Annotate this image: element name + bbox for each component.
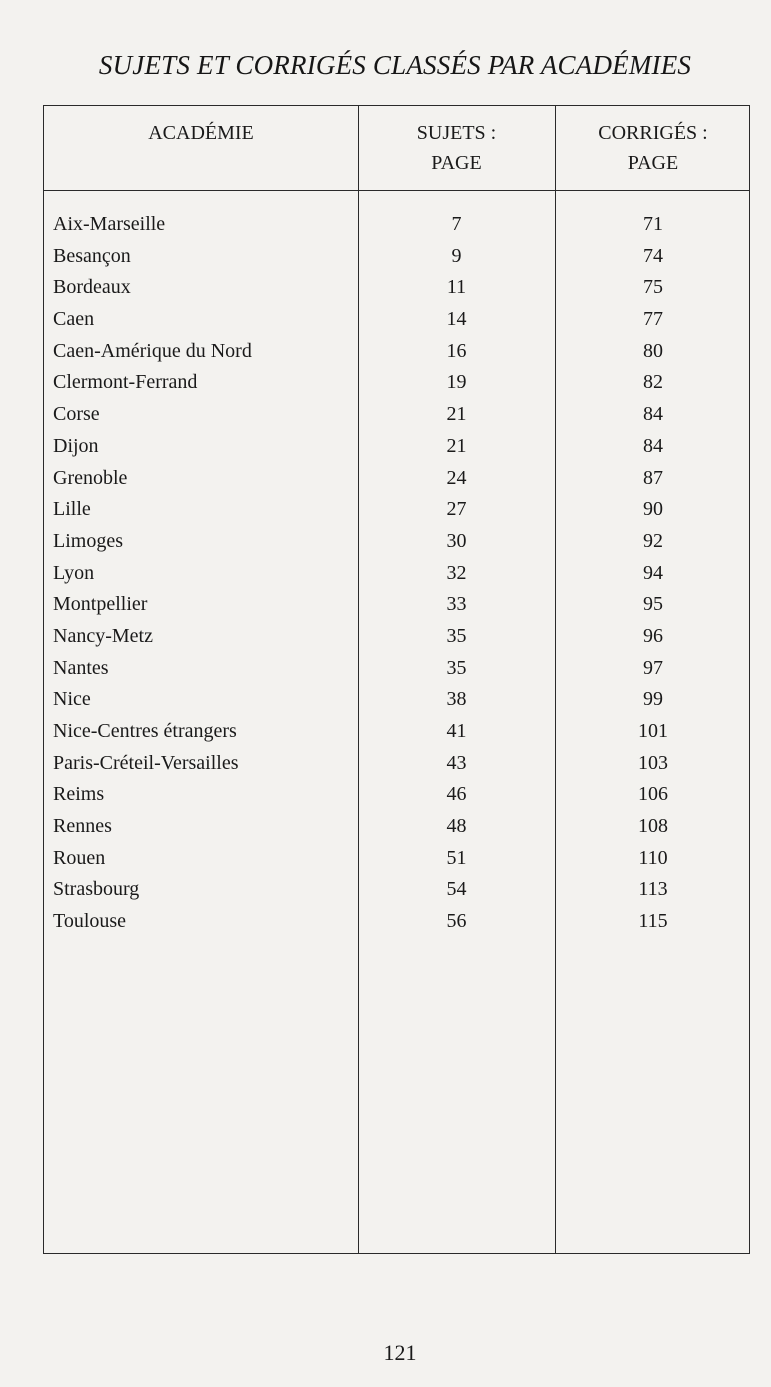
sujets-page-cell: 46 xyxy=(446,783,467,806)
table-row xyxy=(44,304,749,336)
academie-cell: Clermont-Ferrand xyxy=(53,371,198,394)
academie-cell: Besançon xyxy=(53,244,131,267)
corriges-page-cell: 75 xyxy=(643,276,663,299)
header-sujets-line1: SUJETS : xyxy=(416,122,497,144)
table-row xyxy=(44,843,749,875)
sujets-page-cell: 11 xyxy=(446,276,467,299)
academie-cell: Rouen xyxy=(53,846,106,869)
academie-cell: Nancy-Metz xyxy=(53,624,153,647)
academie-cell: Strasbourg xyxy=(53,878,140,901)
corriges-page-cell: 92 xyxy=(643,529,663,552)
corriges-page-cell: 84 xyxy=(643,403,663,426)
corriges-page-cell: 94 xyxy=(643,561,663,584)
corriges-page-cell: 87 xyxy=(643,466,663,489)
sujets-page-cell: 51 xyxy=(446,846,467,869)
header-sujets-line2: PAGE xyxy=(431,152,482,174)
table-row xyxy=(44,494,749,526)
header-corriges-line1: CORRIGÉS : xyxy=(598,122,708,144)
table-row xyxy=(44,272,749,304)
sujets-page-cell: 21 xyxy=(446,403,467,426)
corriges-page-cell: 97 xyxy=(643,656,663,679)
sujets-page-cell: 54 xyxy=(446,878,467,901)
table-row xyxy=(44,874,749,906)
academie-cell: Nice-Centres étrangers xyxy=(53,720,237,742)
academie-cell: Lyon xyxy=(53,561,95,584)
sujets-page-cell: 16 xyxy=(446,339,467,362)
sujets-page-cell: 48 xyxy=(446,815,467,838)
sujets-page-cell: 14 xyxy=(446,308,467,331)
table-row xyxy=(44,589,749,621)
corriges-page-cell: 101 xyxy=(638,720,668,742)
academie-cell: Reims xyxy=(53,783,105,806)
academies-table xyxy=(43,105,750,1254)
corriges-page-cell: 108 xyxy=(638,815,668,838)
corriges-page-cell: 95 xyxy=(643,593,663,616)
page-title: SUJETS ET CORRIGÉS CLASSÉS PAR ACADÉMIES xyxy=(98,50,692,80)
table-row xyxy=(44,653,749,685)
corriges-page-cell: 82 xyxy=(643,371,663,394)
academie-cell: Lille xyxy=(53,498,91,521)
corriges-page-cell: 103 xyxy=(638,751,668,774)
header-corriges xyxy=(555,118,751,178)
corriges-page-cell: 84 xyxy=(643,434,663,457)
sujets-page-cell: 33 xyxy=(446,593,467,616)
sujets-page-cell: 27 xyxy=(446,498,467,521)
table-row xyxy=(44,367,749,399)
academie-cell: Paris-Créteil-Versailles xyxy=(53,751,239,774)
table-row xyxy=(44,336,749,368)
page-number: 121 xyxy=(383,1340,417,1365)
header-corriges-line2: PAGE xyxy=(627,152,679,174)
sujets-page-cell: 35 xyxy=(446,624,467,647)
header-academie xyxy=(44,118,358,148)
sujets-page-cell: 41 xyxy=(446,720,467,742)
corriges-page-cell: 115 xyxy=(638,910,668,933)
sujets-page-cell: 24 xyxy=(446,466,467,489)
academie-cell: Toulouse xyxy=(53,910,127,933)
corriges-page-cell: 77 xyxy=(643,308,663,331)
table-row xyxy=(44,526,749,558)
academie-cell: Limoges xyxy=(53,529,123,552)
corriges-page-cell: 80 xyxy=(643,339,663,362)
corriges-page-cell: 99 xyxy=(643,688,663,711)
header-sujets xyxy=(358,118,555,178)
table-row xyxy=(44,431,749,463)
corriges-page-cell: 106 xyxy=(638,783,668,806)
academie-cell: Caen xyxy=(53,308,95,331)
header-divider xyxy=(44,190,749,191)
academie-cell: Nantes xyxy=(53,656,109,679)
sujets-page-cell: 32 xyxy=(446,561,467,584)
sujets-page-cell: 21 xyxy=(446,434,467,457)
table-row xyxy=(44,558,749,590)
table-row xyxy=(44,779,749,811)
table-body xyxy=(44,209,749,938)
table-row xyxy=(44,399,749,431)
academie-cell: Corse xyxy=(53,403,100,426)
academie-cell: Caen-Amérique du Nord xyxy=(53,339,252,362)
sujets-page-cell: 35 xyxy=(446,656,467,679)
corriges-page-cell: 90 xyxy=(643,498,663,521)
table-row xyxy=(44,209,749,241)
sujets-page-cell: 38 xyxy=(446,688,467,711)
corriges-page-cell: 96 xyxy=(643,624,663,647)
academie-cell: Dijon xyxy=(53,434,99,457)
academie-cell: Nice xyxy=(53,688,91,711)
sujets-page-cell: 19 xyxy=(446,371,467,394)
academie-cell: Grenoble xyxy=(53,466,128,489)
corriges-page-cell: 74 xyxy=(643,244,663,267)
corriges-page-cell: 71 xyxy=(643,213,663,235)
sujets-page-cell: 56 xyxy=(446,910,467,933)
corriges-page-cell: 110 xyxy=(638,846,668,869)
table-row xyxy=(44,241,749,273)
table-row xyxy=(44,684,749,716)
sujets-page-cell: 43 xyxy=(446,751,467,774)
sujets-page-cell: 30 xyxy=(446,529,467,552)
table-row xyxy=(44,748,749,780)
academie-cell: Aix-Marseille xyxy=(53,213,166,235)
academie-cell: Rennes xyxy=(53,815,112,838)
table-row xyxy=(44,811,749,843)
table-row xyxy=(44,463,749,495)
corriges-page-cell: 113 xyxy=(638,878,668,901)
table-row xyxy=(44,716,749,748)
sujets-page-cell: 7 xyxy=(451,213,462,235)
table-row xyxy=(44,621,749,653)
header-academie-label: ACADÉMIE xyxy=(148,122,254,144)
table-row xyxy=(44,906,749,938)
sujets-page-cell: 9 xyxy=(451,244,462,267)
academie-cell: Bordeaux xyxy=(53,276,131,299)
academie-cell: Montpellier xyxy=(53,593,148,616)
